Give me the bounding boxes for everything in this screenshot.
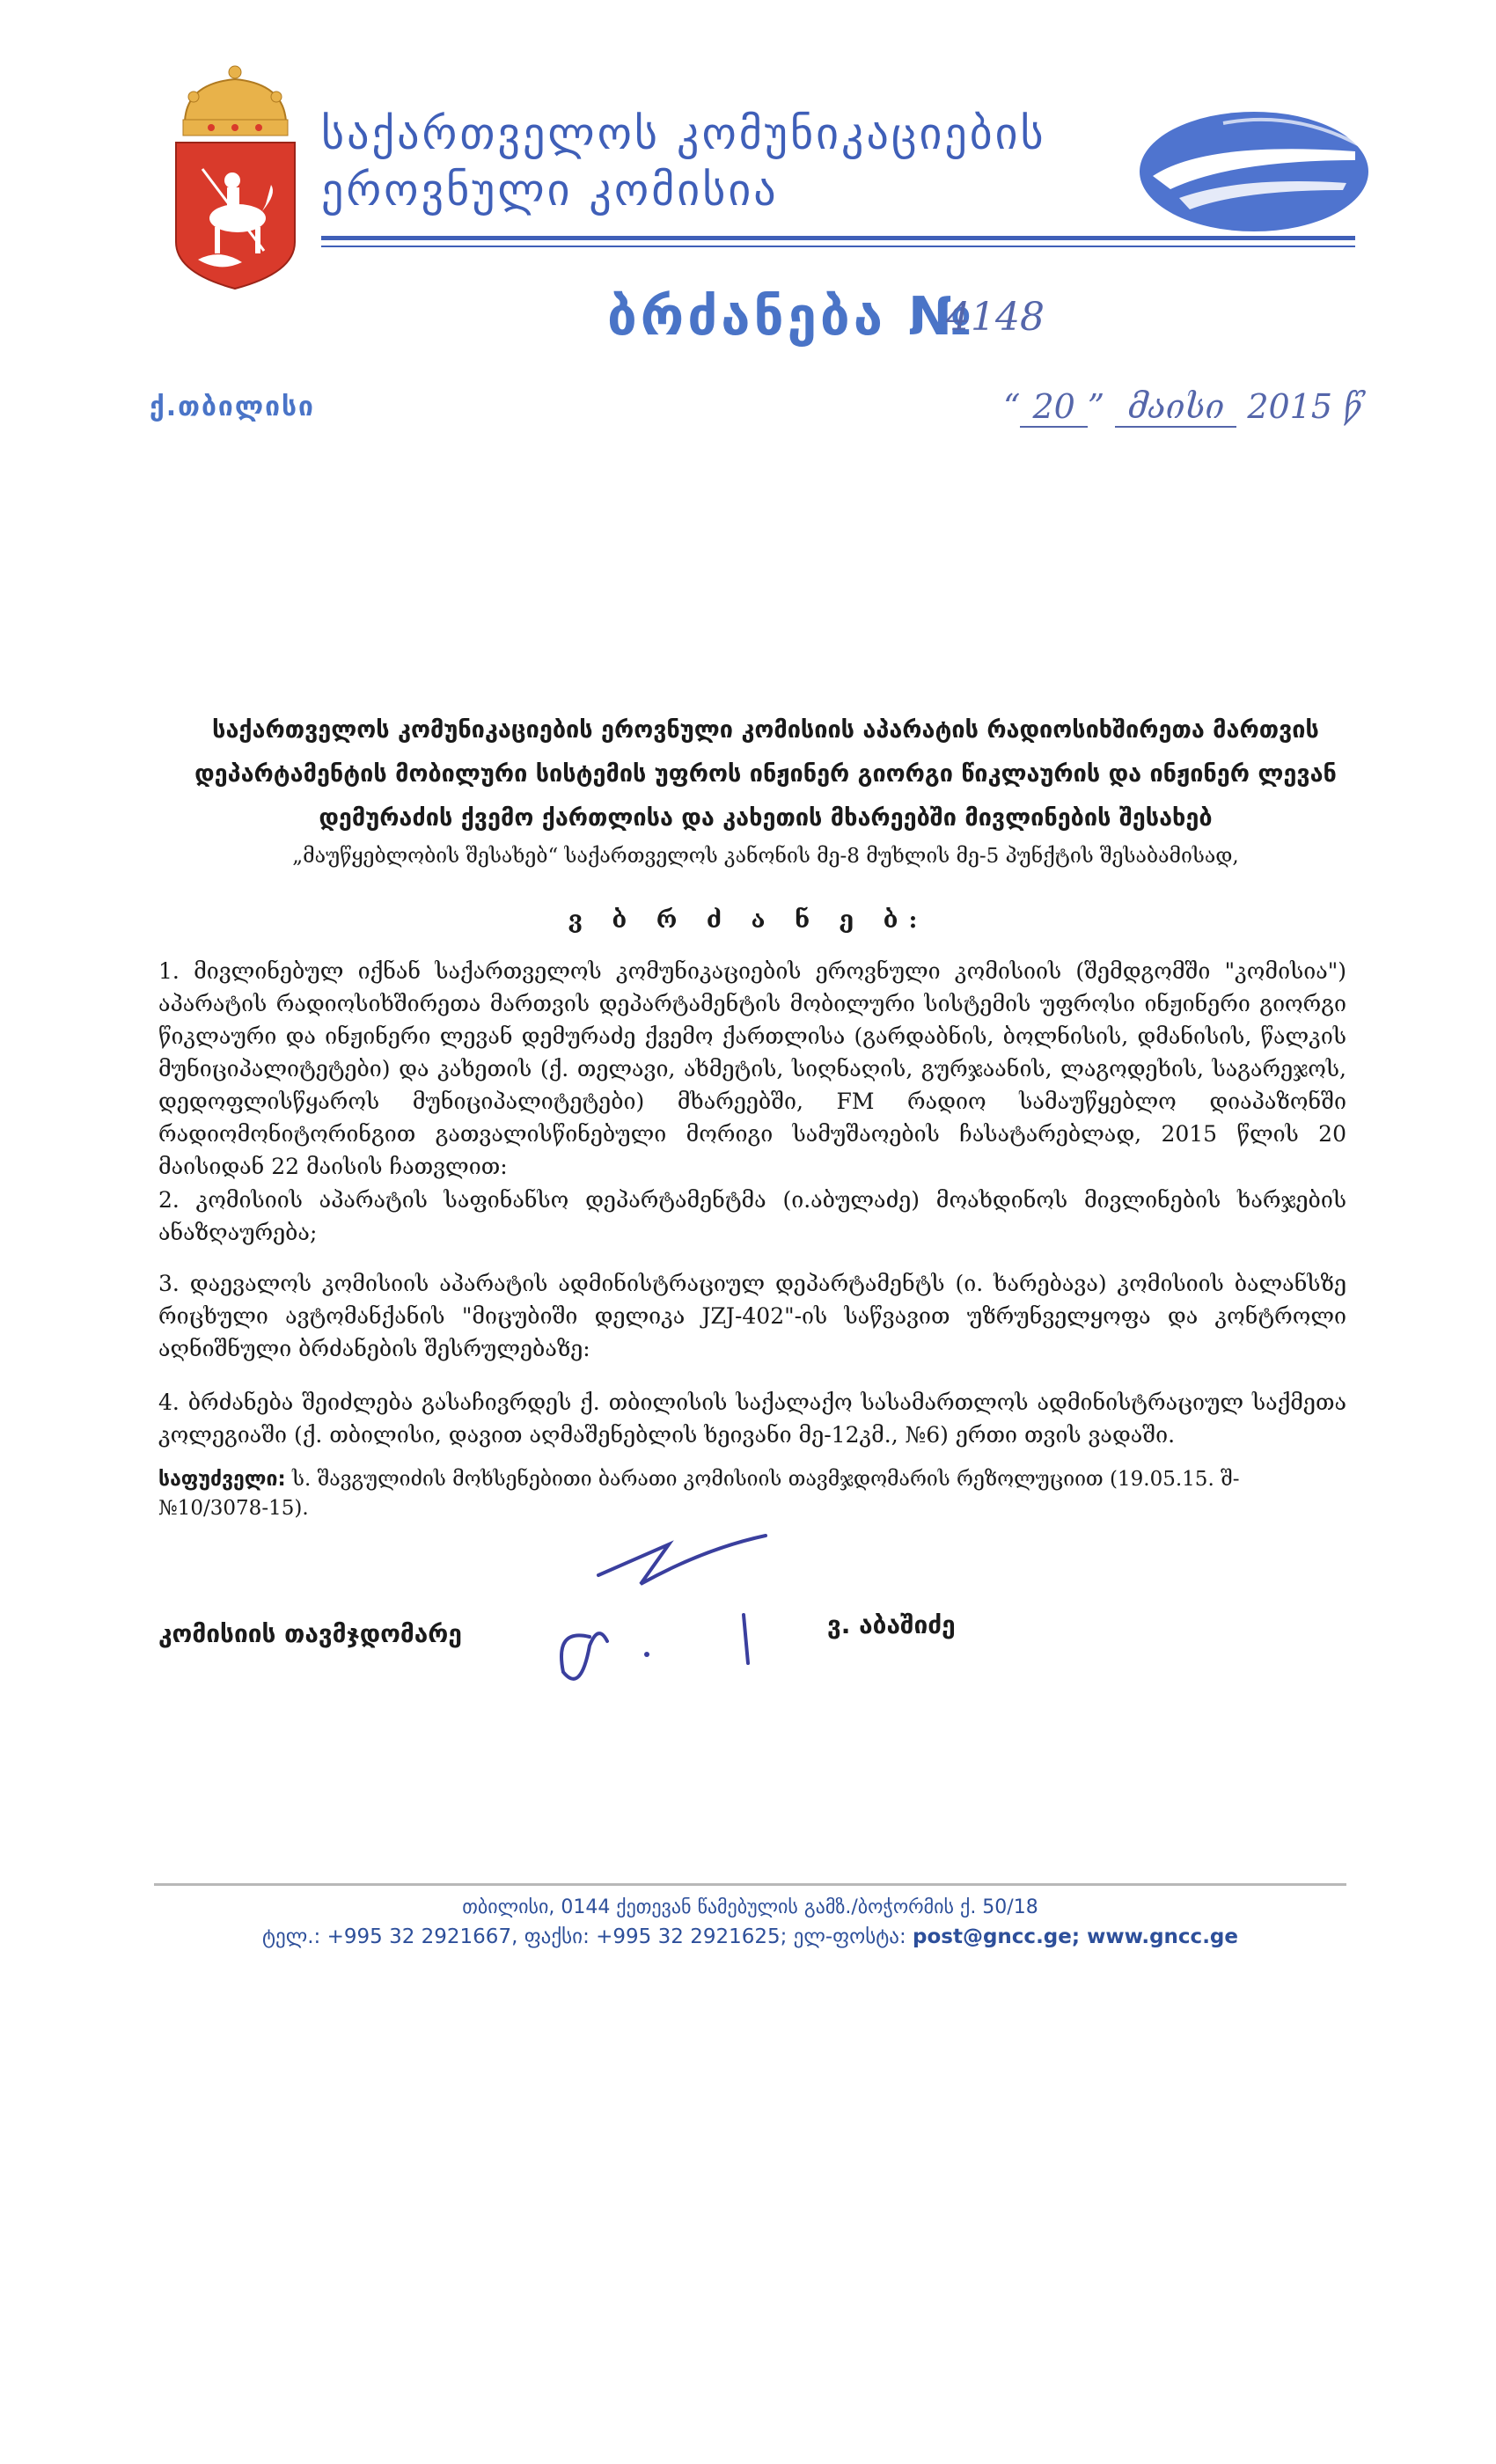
date-month: მაისი xyxy=(1115,387,1236,428)
header-divider-thin xyxy=(321,246,1355,247)
gncc-logo-icon xyxy=(1135,106,1373,238)
footer-address: თბილისი, 0144 ქეთევან წამებულის გამზ./ბოჭორმის ქ. 50/18 xyxy=(462,1896,1038,1918)
organization-name-line1: საქართველოს კომუნიკაციების xyxy=(321,108,1046,159)
date-year: 2015 წ xyxy=(1247,387,1362,426)
order-title: ბრძანება № xyxy=(607,286,976,348)
paragraph-3: 3. დაევალოს კომისიის აპარატის ადმინისტრაციულ დეპარტამენტს (ი. ხარებავა) კომისიის ბალანსზე რიცხული ავტომანქანის "მიცუბიში დელიკა JZJ-402"-ის საწვავით უზრუნველყოფა და კონტროლი აღნიშნული ბრძანების შესრულებაზე: xyxy=(158,1271,1346,1361)
issue-city: ქ.თბილისი xyxy=(150,392,315,422)
organization-name-line2: ეროვნული კომისია xyxy=(321,165,779,216)
paragraph-4: 4. ბრძანება შეიძლება გასაჩივრდეს ქ. თბილისის საქალაქო სასამართლოს ადმინისტრაციულ საქმეთა კოლეგიაში (ქ. თბილისი, დავით აღმაშენებლის ხეივანი მე-12კმ., №6) ერთი თვის ვადაში. xyxy=(158,1390,1346,1448)
date-day: 20 xyxy=(1020,387,1087,428)
paragraph-1: 1. მივლინებულ იქნან საქართველოს კომუნიკაციების ეროვნული კომისიის (შემდგომში "კომისია") აპარატის რადიოსიხშირეთა მართვის დეპარტამენტის მობილური სისტემის უფროსი ინჟინერი გიორგი წიკლაური და ინჟინერი ლევან დემურაძე ქვემო ქართლისა (გარდაბნის, ბოლნისის, დმანისის, წალკის მუნიციპალიტეტები) და კახეთის (ქ. თელავი, ახმეტის, სიღნაღის, გურჯაანის, ლაგოდეხის, საგარეჯოს, დედოფლისწყაროს მუნიციპალიტეტები) მხარეებში, FM რადიო სამაუწყებლო დიაპაზონში რადიომონიტორინგით გათვალისწინებული მორიგი სამუშაოების ჩასატარებლად, 2015 წლის 20 მაისიდან 22 მაისის ჩათვლით: xyxy=(158,958,1346,1179)
footer-phone-fax: ტელ.: +995 32 2921667, ფაქსი: +995 32 2921625; ელ-ფოსტა: xyxy=(262,1925,913,1948)
basis-note-label: საფუძველი: xyxy=(158,1468,286,1491)
legal-basis: „მაუწყებლობის შესახებ“ საქართველოს კანონის მე-8 მუხლის მე-5 პუნქტის შესაბამისად, xyxy=(292,845,1239,868)
header-divider xyxy=(321,236,1355,240)
document-title: საქართველოს კომუნიკაციების ეროვნული კომისიის აპარატის რადიოსიხშირეთა მართვის დეპარტამენტის მობილური სისტემის უფროს ინჟინერ გიორგი წიკლაურის და ინჟინერ ლევან დემურაძის ქვემო ქართლისა და კახეთის მხარეებში მივლინების შესახებ xyxy=(194,716,1337,832)
crown-icon xyxy=(183,66,288,136)
signer-title: კომისიის თავმჯდომარე xyxy=(158,1619,462,1648)
footer-email-web[interactable]: post@gncc.ge; www.gncc.ge xyxy=(913,1925,1238,1948)
footer-divider xyxy=(154,1883,1346,1886)
signer-name: ვ. აბაშიძე xyxy=(827,1610,956,1639)
decree-heading: ვ ბ რ ძ ა ნ ე ბ: xyxy=(568,906,928,934)
basis-note xyxy=(158,1465,1346,1523)
order-number: 4148 xyxy=(946,295,1045,340)
issue-date: “ 20 ” მაისი 2015 წ xyxy=(1003,387,1362,426)
coat-of-arms-icon xyxy=(167,62,304,290)
footer-contacts xyxy=(150,1925,1351,1948)
signature-icon xyxy=(537,1522,801,1698)
paragraph-2: 2. კომისიის აპარატის საფინანსო დეპარტამენტმა (ი.აბულაძე) მოახდინოს მივლინების ხარჯების ანაზღაურება; xyxy=(158,1187,1346,1245)
basis-note-text: ს. შავგულიძის მოხსენებითი ბარათი კომისიის თავმჯდომარის რეზოლუციით (19.05.15. შ-№10/3078-15). xyxy=(158,1468,1240,1520)
organization-name xyxy=(321,106,1046,218)
